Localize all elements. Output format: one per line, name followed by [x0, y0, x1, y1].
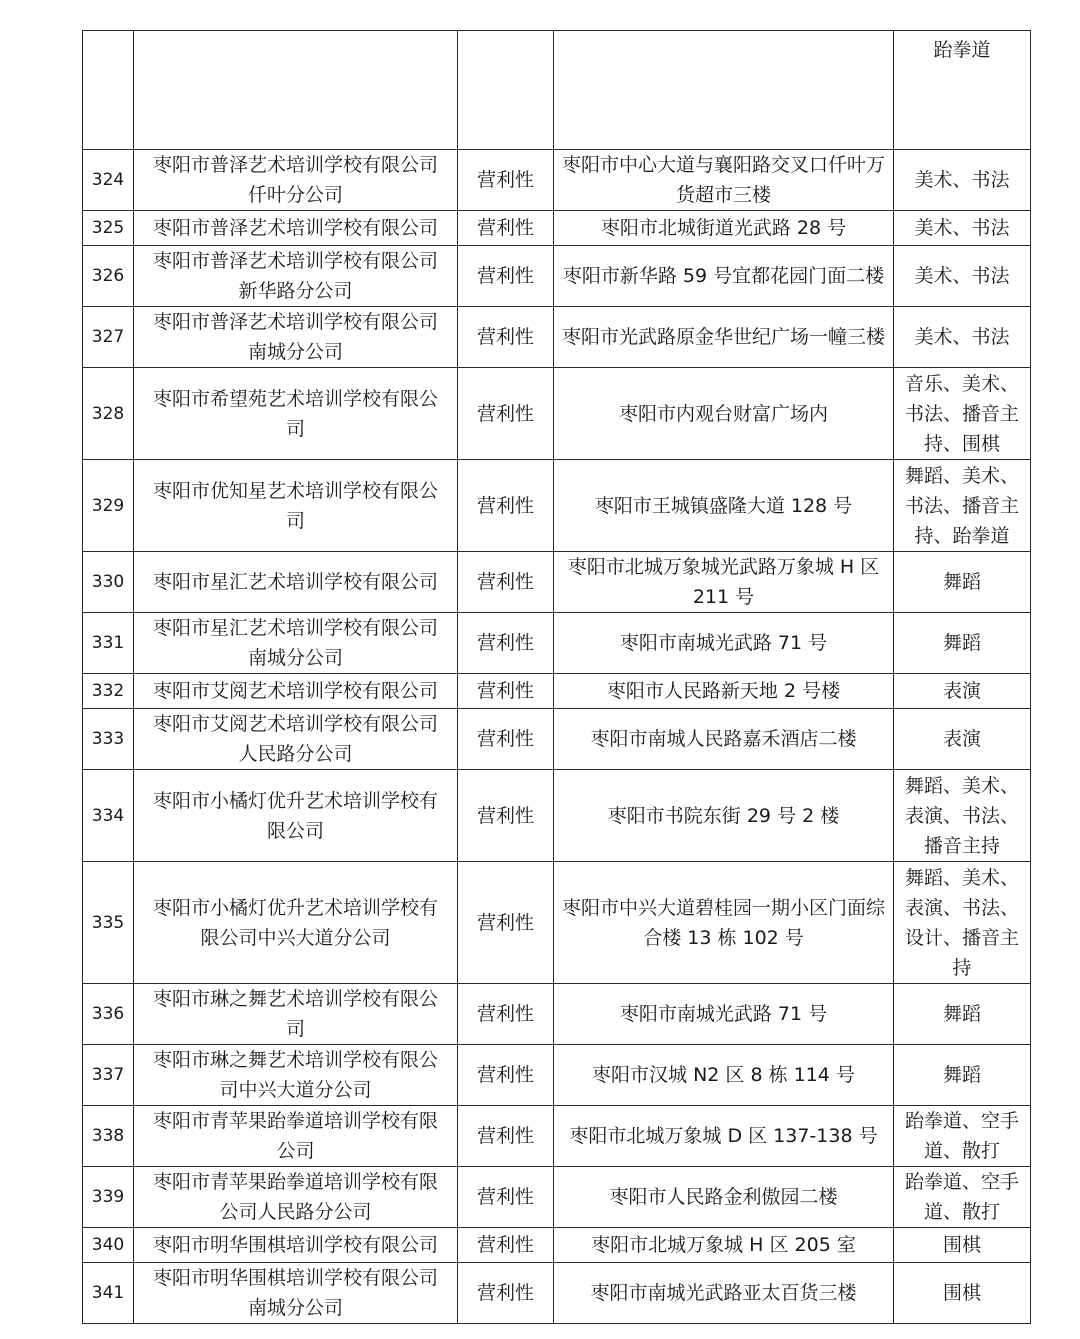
cell-number: 329: [83, 460, 134, 552]
cell-categories: 美术、书法: [894, 150, 1031, 211]
table-row: [83, 674, 1031, 709]
cell-address: 枣阳市汉城 N2 区 8 栋 114 号: [554, 1045, 894, 1106]
cell-type: 营利性: [458, 368, 554, 460]
cell-number: 339: [83, 1167, 134, 1228]
cell-school-name: 枣阳市优知星艺术培训学校有限公司: [134, 460, 458, 552]
cell-number: 334: [83, 770, 134, 862]
cell-number: 338: [83, 1106, 134, 1167]
cell-school-name: 枣阳市普泽艺术培训学校有限公司新华路分公司: [134, 246, 458, 307]
cell-address: 枣阳市南城光武路 71 号: [554, 613, 894, 674]
cell-type: 营利性: [458, 984, 554, 1045]
cell-number: 333: [83, 709, 134, 770]
cell-address: 枣阳市南城光武路亚太百货三楼: [554, 1263, 894, 1324]
cell-categories: 跆拳道、空手道、散打: [894, 1106, 1031, 1167]
cell-school-name: 枣阳市青苹果跆拳道培训学校有限公司: [134, 1106, 458, 1167]
cell-type: 营利性: [458, 613, 554, 674]
cell-categories: 舞蹈: [894, 984, 1031, 1045]
cell-type: 营利性: [458, 552, 554, 613]
table-row: [83, 307, 1031, 368]
cell-type: 营利性: [458, 1228, 554, 1263]
cell-address: 枣阳市北城街道光武路 28 号: [554, 211, 894, 246]
cell-address: 枣阳市北城万象城 D 区 137-138 号: [554, 1106, 894, 1167]
cell-school-name: 枣阳市明华围棋培训学校有限公司: [134, 1228, 458, 1263]
table-row: [83, 150, 1031, 211]
cell-type: 营利性: [458, 460, 554, 552]
cell-categories: 舞蹈、美术、书法、播音主持、跆拳道: [894, 460, 1031, 552]
cell-categories: 跆拳道: [894, 31, 1031, 150]
table-row-continued: [83, 31, 1031, 150]
cell-address: 枣阳市中兴大道碧桂园一期小区门面综合楼 13 栋 102 号: [554, 862, 894, 984]
cell-categories: 美术、书法: [894, 246, 1031, 307]
table-row: [83, 460, 1031, 552]
cell-type: 营利性: [458, 307, 554, 368]
cell-type: 营利性: [458, 1263, 554, 1324]
cell-number: 337: [83, 1045, 134, 1106]
cell-type: 营利性: [458, 246, 554, 307]
table-row: [83, 984, 1031, 1045]
cell-address: 枣阳市书院东街 29 号 2 楼: [554, 770, 894, 862]
cell-address: 枣阳市光武路原金华世纪广场一幢三楼: [554, 307, 894, 368]
cell-address: 枣阳市北城万象城 H 区 205 室: [554, 1228, 894, 1263]
table-row: [83, 552, 1031, 613]
cell-number: 327: [83, 307, 134, 368]
table-row: [83, 709, 1031, 770]
cell-categories: 跆拳道、空手道、散打: [894, 1167, 1031, 1228]
table-row: [83, 1106, 1031, 1167]
cell-number: 340: [83, 1228, 134, 1263]
cell-number: 328: [83, 368, 134, 460]
cell-school-name: 枣阳市青苹果跆拳道培训学校有限公司人民路分公司: [134, 1167, 458, 1228]
cell-address: 枣阳市王城镇盛隆大道 128 号: [554, 460, 894, 552]
table-row: [83, 1167, 1031, 1228]
cell-number: 325: [83, 211, 134, 246]
cell-number: [83, 31, 134, 150]
cell-type: 营利性: [458, 770, 554, 862]
cell-number: 341: [83, 1263, 134, 1324]
table-row: [83, 1263, 1031, 1324]
cell-type: 营利性: [458, 709, 554, 770]
cell-address: 枣阳市南城光武路 71 号: [554, 984, 894, 1045]
cell-type: 营利性: [458, 674, 554, 709]
cell-categories: 舞蹈: [894, 552, 1031, 613]
table-row: [83, 1045, 1031, 1106]
table-row: [83, 1228, 1031, 1263]
cell-type: 营利性: [458, 1045, 554, 1106]
cell-type: 营利性: [458, 150, 554, 211]
cell-number: 331: [83, 613, 134, 674]
cell-categories: 围棋: [894, 1228, 1031, 1263]
registry-table: [82, 30, 1031, 1324]
cell-school-name: 枣阳市希望苑艺术培训学校有限公司: [134, 368, 458, 460]
cell-categories: 表演: [894, 709, 1031, 770]
table-row: [83, 613, 1031, 674]
cell-categories: 舞蹈: [894, 1045, 1031, 1106]
cell-school-name: 枣阳市普泽艺术培训学校有限公司仟叶分公司: [134, 150, 458, 211]
cell-categories: 舞蹈、美术、表演、书法、设计、播音主持: [894, 862, 1031, 984]
cell-school-name: 枣阳市艾阅艺术培训学校有限公司人民路分公司: [134, 709, 458, 770]
cell-address: 枣阳市中心大道与襄阳路交叉口仟叶万货超市三楼: [554, 150, 894, 211]
cell-school-name: 枣阳市星汇艺术培训学校有限公司南城分公司: [134, 613, 458, 674]
cell-address: 枣阳市内观台财富广场内: [554, 368, 894, 460]
cell-school-name: 枣阳市明华围棋培训学校有限公司南城分公司: [134, 1263, 458, 1324]
cell-categories: 音乐、美术、书法、播音主持、围棋: [894, 368, 1031, 460]
cell-type: 营利性: [458, 1167, 554, 1228]
cell-number: 330: [83, 552, 134, 613]
cell-number: 336: [83, 984, 134, 1045]
cell-school-name: 枣阳市琳之舞艺术培训学校有限公司: [134, 984, 458, 1045]
cell-type: 营利性: [458, 1106, 554, 1167]
cell-number: 332: [83, 674, 134, 709]
table-row: [83, 770, 1031, 862]
table-row: [83, 862, 1031, 984]
cell-categories: 表演: [894, 674, 1031, 709]
cell-school-name: 枣阳市小橘灯优升艺术培训学校有限公司中兴大道分公司: [134, 862, 458, 984]
cell-type: 营利性: [458, 211, 554, 246]
table-row: [83, 211, 1031, 246]
cell-address: 枣阳市北城万象城光武路万象城 H 区 211 号: [554, 552, 894, 613]
table-row: [83, 368, 1031, 460]
cell-type: [458, 31, 554, 150]
cell-address: 枣阳市人民路新天地 2 号楼: [554, 674, 894, 709]
cell-number: 335: [83, 862, 134, 984]
cell-school-name: 枣阳市小橘灯优升艺术培训学校有限公司: [134, 770, 458, 862]
cell-categories: 围棋: [894, 1263, 1031, 1324]
cell-school-name: 枣阳市普泽艺术培训学校有限公司南城分公司: [134, 307, 458, 368]
cell-categories: 美术、书法: [894, 307, 1031, 368]
cell-address: 枣阳市南城人民路嘉禾酒店二楼: [554, 709, 894, 770]
cell-school-name: 枣阳市艾阅艺术培训学校有限公司: [134, 674, 458, 709]
cell-address: 枣阳市人民路金利傲园二楼: [554, 1167, 894, 1228]
table-row: [83, 246, 1031, 307]
cell-school-name: 枣阳市普泽艺术培训学校有限公司: [134, 211, 458, 246]
cell-address: 枣阳市新华路 59 号宜都花园门面二楼: [554, 246, 894, 307]
cell-type: 营利性: [458, 862, 554, 984]
cell-categories: 舞蹈: [894, 613, 1031, 674]
cell-school-name: 枣阳市琳之舞艺术培训学校有限公司中兴大道分公司: [134, 1045, 458, 1106]
cell-address: [554, 31, 894, 150]
cell-categories: 美术、书法: [894, 211, 1031, 246]
cell-school-name: [134, 31, 458, 150]
cell-number: 326: [83, 246, 134, 307]
cell-school-name: 枣阳市星汇艺术培训学校有限公司: [134, 552, 458, 613]
cell-categories: 舞蹈、美术、表演、书法、播音主持: [894, 770, 1031, 862]
cell-number: 324: [83, 150, 134, 211]
